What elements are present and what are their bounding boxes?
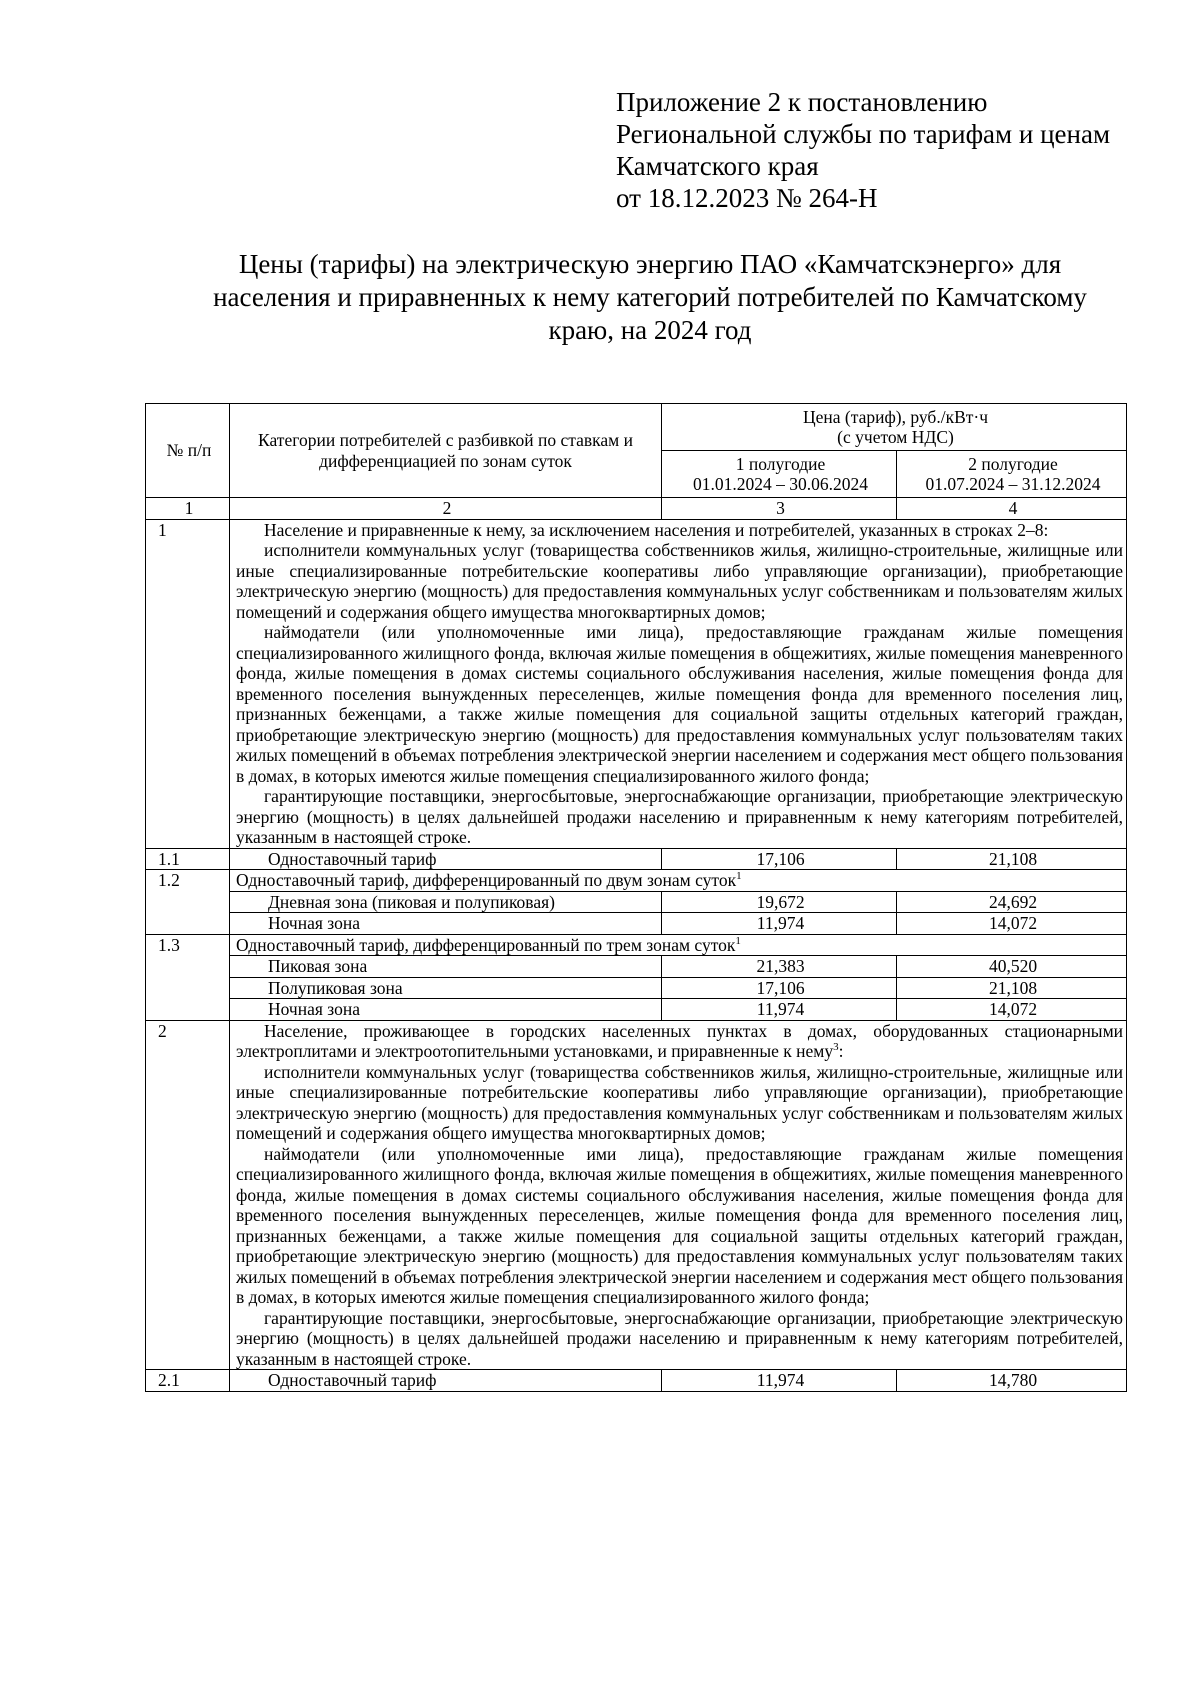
header-price-line1: Цена (тариф), руб./кВт·ч — [802, 406, 989, 427]
value-half2: 21,108 — [897, 977, 1127, 999]
row-label — [230, 870, 1127, 892]
desc-paragraph: исполнители коммунальных услуг (товарищества собственников жилья, жилищно-строительные, жилищные или иные специализированные потребительские кооперативы либо управляющие организации), приобретающие электрическую энергию (мощность) для предоставления коммунальных услуг собственникам и пользователям жилых помещений и содержания общего имущества многоквартирных домов; — [236, 540, 1124, 622]
header-half1 — [662, 451, 897, 498]
header-category: Категории потребителей с разбивкой по ставкам и дифференциацией по зонам суток — [230, 404, 662, 498]
table-row — [146, 913, 1127, 935]
header-price-line2: (с учетом НДС) — [837, 427, 954, 447]
zone-label: Ночная зона — [230, 999, 662, 1021]
row-num: 1.2 — [146, 870, 230, 935]
header-num: № п/п — [146, 404, 230, 498]
column-index: 3 — [662, 498, 897, 520]
desc-paragraph: исполнители коммунальных услуг (товарищества собственников жилья, жилищно-строительные, жилищные или иные специализированные потребительские кооперативы либо управляющие организации), приобретающие электрическую энергию (мощность) для предоставления коммунальных услуг собственникам и пользователям жилых помещений и содержания общего имущества многоквартирных домов; — [236, 1061, 1124, 1143]
header-price — [662, 404, 1127, 451]
table-row — [146, 956, 1127, 978]
value-half2: 14,780 — [897, 1370, 1127, 1392]
row-label: Одноставочный тариф — [230, 848, 662, 870]
table-row — [146, 870, 1127, 892]
desc-text: Население, проживающее в городских населенных пунктах в домах, оборудованных стационарными электроплитами и электроотопительными установками, и приравненные к нему — [236, 1020, 1124, 1061]
footnote-mark: 3 — [833, 1041, 839, 1054]
value-half1: 11,974 — [662, 999, 897, 1021]
column-index-row — [146, 498, 1127, 520]
value-half2: 24,692 — [897, 891, 1127, 913]
value-half1: 11,974 — [662, 1370, 897, 1392]
title-line: Цены (тарифы) на электрическую энергию ПАО «Камчатскэнерго» для — [238, 249, 1062, 279]
value-half1: 21,383 — [662, 956, 897, 978]
table-row — [146, 934, 1127, 956]
value-half1: 17,106 — [662, 848, 897, 870]
desc-paragraph: наймодатели (или уполномоченные ими лица), предоставляющие гражданам жилые помещения специализированного жилищного фонда, включая жилые помещения в общежитиях, жилые помещения маневренного фонда, жилые помещения в домах системы социального обслуживания населения, жилые помещения фонда для временного поселения вынужденных переселенцев, жилые помещения фонда для временного поселения лиц, признанных беженцами, а также жилые помещения для социальной защиты отдельных категорий граждан, приобретающие электрическую энергию (мощность) для предоставления коммунальных услуг пользователям таких жилых помещений в объемах потребления электрической энергии населением и содержания мест общего пользования в домах, в которых имеются жилые помещения специализированного жилого фонда; — [236, 1143, 1124, 1307]
title-line: краю, на 2024 год — [548, 315, 752, 345]
zone-label: Пиковая зона — [230, 956, 662, 978]
value-half2: 40,520 — [897, 956, 1127, 978]
value-half2: 14,072 — [897, 913, 1127, 935]
header-half1-dates: 01.01.2024 – 30.06.2024 — [693, 474, 868, 494]
column-index: 4 — [897, 498, 1127, 520]
row-label-text: Одноставочный тариф, дифференцированный по двум зонам суток — [236, 870, 737, 890]
row-label — [230, 934, 1127, 956]
zone-label: Ночная зона — [230, 913, 662, 935]
section-row — [146, 1020, 1127, 1370]
section-description — [230, 1020, 1127, 1370]
column-index: 1 — [146, 498, 230, 520]
value-half1: 11,974 — [662, 913, 897, 935]
section-row — [146, 519, 1127, 848]
header-half2 — [897, 451, 1127, 498]
desc-paragraph: гарантирующие поставщики, энергосбытовые, энергоснабжающие организации, приобретающие электрическую энергию (мощность) в целях дальнейшей продажи населению и приравненным к нему категориям потребителей, указанным в настоящей строке. — [236, 786, 1124, 847]
desc-paragraph: Население и приравненные к нему, за исключением населения и потребителей, указанных в строках 2–8: — [264, 519, 1049, 540]
table-row — [146, 999, 1127, 1021]
table-row — [146, 1370, 1127, 1392]
value-half1: 19,672 — [662, 891, 897, 913]
tariff-table — [145, 403, 1127, 1392]
table-row — [146, 848, 1127, 870]
row-num: 2.1 — [146, 1370, 230, 1392]
table-header-row — [146, 404, 1127, 451]
footnote-mark: 1 — [735, 934, 741, 947]
desc-punct: : — [838, 1041, 844, 1061]
column-index: 2 — [230, 498, 662, 520]
header-half1-label: 1 полугодие — [735, 453, 826, 474]
header-line: от 18.12.2023 № 264-Н — [616, 183, 878, 213]
zone-label: Полупиковая зона — [230, 977, 662, 999]
row-label: Одноставочный тариф — [230, 1370, 662, 1392]
desc-paragraph — [236, 1021, 1123, 1062]
document-header — [616, 86, 1110, 214]
row-num: 2 — [146, 1020, 230, 1370]
table-row — [146, 977, 1127, 999]
zone-label: Дневная зона (пиковая и полупиковая) — [230, 891, 662, 913]
table-row — [146, 891, 1127, 913]
row-label-text: Одноставочный тариф, дифференцированный по трем зонам суток — [236, 934, 736, 955]
header-line: Региональной службы по тарифам и ценам — [616, 119, 1111, 149]
header-line: Камчатского края — [616, 151, 819, 181]
value-half2: 21,108 — [897, 848, 1127, 870]
desc-paragraph: наймодатели (или уполномоченные ими лица), предоставляющие гражданам жилые помещения специализированного жилищного фонда, включая жилые помещения в общежитиях, жилые помещения маневренного фонда, жилые помещения в домах системы социального обслуживания населения, жилые помещения фонда для временного поселения вынужденных переселенцев, жилые помещения фонда для временного поселения лиц, признанных беженцами, а также жилые помещения для социальной защиты отдельных категорий граждан, приобретающие электрическую энергию (мощность) для предоставления коммунальных услуг пользователям таких жилых помещений в объемах потребления электрической энергии населением и содержания мест общего пользования в домах, в которых имеются жилые помещения специализированного жилого фонда; — [236, 622, 1124, 786]
row-num: 1.1 — [146, 848, 230, 870]
header-half2-dates: 01.07.2024 – 31.12.2024 — [925, 474, 1101, 494]
header-half2-label: 2 полугодие — [968, 453, 1058, 474]
title-line: населения и приравненных к нему категорий потребителей по Камчатскому — [213, 282, 1087, 312]
row-num: 1.3 — [146, 934, 230, 1020]
document-title — [150, 248, 1150, 347]
section-description — [230, 519, 1127, 848]
desc-paragraph: гарантирующие поставщики, энергосбытовые, энергоснабжающие организации, приобретающие электрическую энергию (мощность) в целях дальнейшей продажи населению и приравненным к нему категориям потребителей, указанным в настоящей строке. — [236, 1307, 1124, 1369]
header-line: Приложение 2 к постановлению — [616, 87, 988, 117]
row-num: 1 — [146, 519, 230, 848]
footnote-mark: 1 — [736, 870, 742, 883]
value-half1: 17,106 — [662, 977, 897, 999]
value-half2: 14,072 — [897, 999, 1127, 1021]
